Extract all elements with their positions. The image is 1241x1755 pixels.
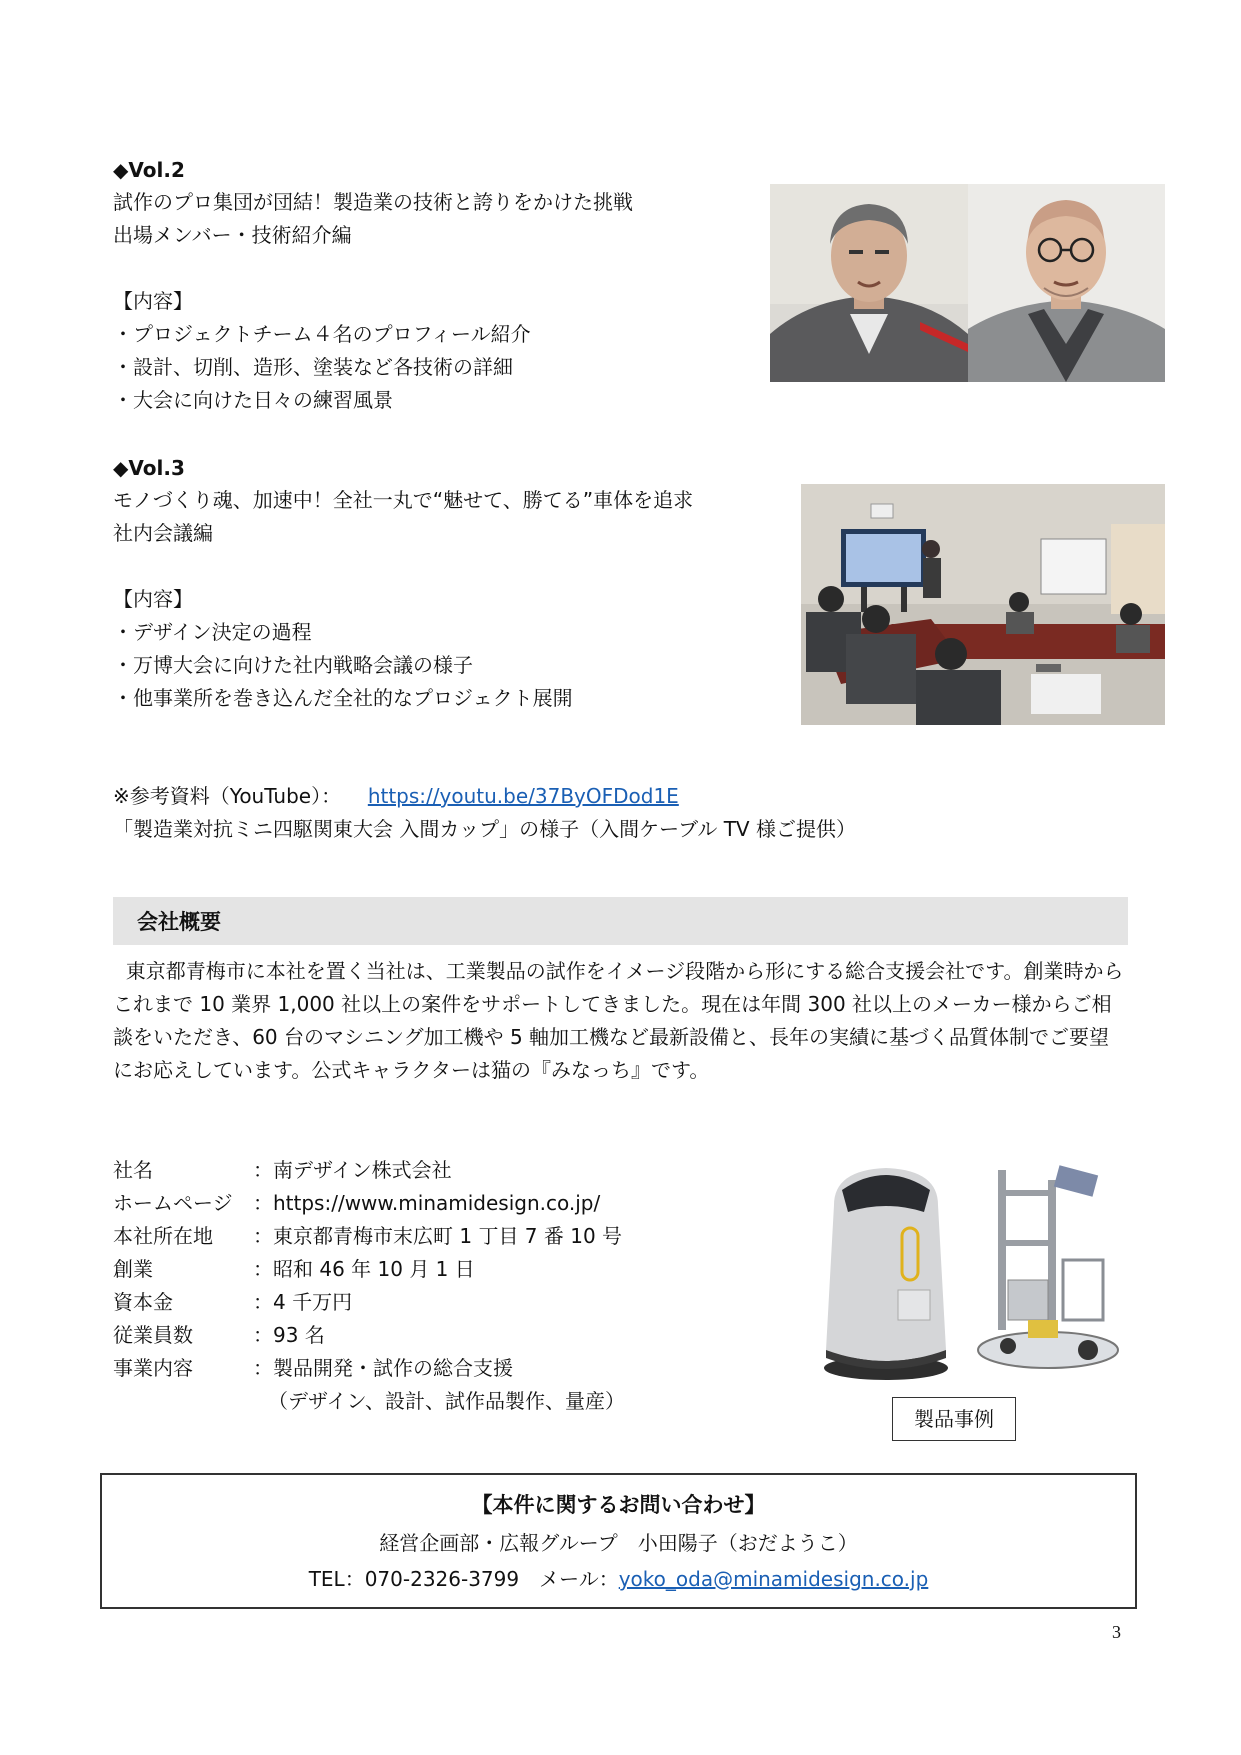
contact-department: 経営企画部・広報グループ 小田陽子（おだようこ） <box>379 1531 858 1555</box>
vol2-item: ・設計、切削、造形、塗装など各技術の詳細 <box>113 355 513 379</box>
info-row-homepage: ホームページ ：https://www.minamidesign.co.jp/ <box>113 1191 601 1215</box>
vol3-subtitle: 社内会議編 <box>113 521 213 545</box>
product-example-label: 製品事例 <box>892 1397 1016 1441</box>
vol3-heading: ◆Vol.3 <box>113 456 185 480</box>
company-section-header <box>113 897 1128 945</box>
contact-box <box>100 1473 1137 1609</box>
member-photo-1 <box>770 184 968 382</box>
contact-line <box>102 1563 1135 1592</box>
youtube-link[interactable]: https://youtu.be/37ByOFDod1E <box>367 784 679 808</box>
vol3-item: ・デザイン決定の過程 <box>113 620 312 644</box>
contact-email-link[interactable]: yoko_oda@minamidesign.co.jp <box>618 1567 929 1591</box>
company-description: 東京都青梅市に本社を置く当社は、工業製品の試作をイメージ段階から形にする総合支援会社です。創業時からこれまで 10 業界 1,000 社以上の案件をサポートしてきました。現在は年間 300 社以上のメーカー様からご相談をいただき、60 台のマシニング加工機や 5 軸加工機など最新設備と、長年の実績に基づく品質体制でご要望にお応えしています。公式キャラクターは猫の『みなっち』です。 <box>113 959 1124 1082</box>
vol2-item: ・大会に向けた日々の練習風景 <box>113 388 393 412</box>
contact-tel: TEL：070-2326-3799 メール： <box>308 1567 619 1591</box>
vol2-subtitle: 出場メンバー・技術紹介編 <box>113 223 352 247</box>
company-section-title: 会社概要 <box>137 910 221 934</box>
vol2-item: ・プロジェクトチーム４名のプロフィール紹介 <box>113 322 531 346</box>
contact-title: 【本件に関するお問い合わせ】 <box>471 1493 766 1517</box>
vol2-title: 試作のプロ集団が団結！製造業の技術と誇りをかけた挑戦 <box>113 190 633 214</box>
vol2-contents-label: 【内容】 <box>113 289 193 313</box>
info-row-employees: 従業員数 ：93 名 <box>113 1323 325 1347</box>
info-row-business-detail: （デザイン、設計、試作品製作、量産） <box>268 1389 625 1413</box>
reference-line <box>113 780 679 813</box>
info-row-address: 本社所在地 ：東京都青梅市末広町 1 丁目 7 番 10 号 <box>113 1224 623 1248</box>
vol3-contents-label: 【内容】 <box>113 587 193 611</box>
reference-caption: 「製造業対抗ミニ四駆関東大会 入間カップ」の様子（入間ケーブル TV 様ご提供） <box>113 817 856 841</box>
vol3-item: ・万博大会に向けた社内戦略会議の様子 <box>113 653 473 677</box>
meeting-photo <box>801 484 1165 725</box>
product-robot-photo <box>806 1150 966 1385</box>
info-row-business: 事業内容 ：製品開発・試作の総合支援 <box>113 1356 513 1380</box>
vol2-heading: ◆Vol.2 <box>113 158 185 182</box>
product-frame-photo <box>968 1150 1128 1385</box>
member-photo-2 <box>968 184 1165 382</box>
reference-label: ※参考資料（YouTube）： <box>113 784 342 808</box>
vol3-title: モノづくり魂、加速中！全社一丸で“魅せて、勝てる”車体を追求 <box>113 488 694 512</box>
info-row-company-name: 社名 ：南デザイン株式会社 <box>113 1158 452 1182</box>
page-number: 3 <box>1112 1622 1121 1642</box>
info-row-capital: 資本金 ：4 千万円 <box>113 1290 353 1314</box>
info-row-founded: 創業 ：昭和 46 年 10 月 1 日 <box>113 1257 475 1281</box>
vol3-item: ・他事業所を巻き込んだ全社的なプロジェクト展開 <box>113 686 573 710</box>
